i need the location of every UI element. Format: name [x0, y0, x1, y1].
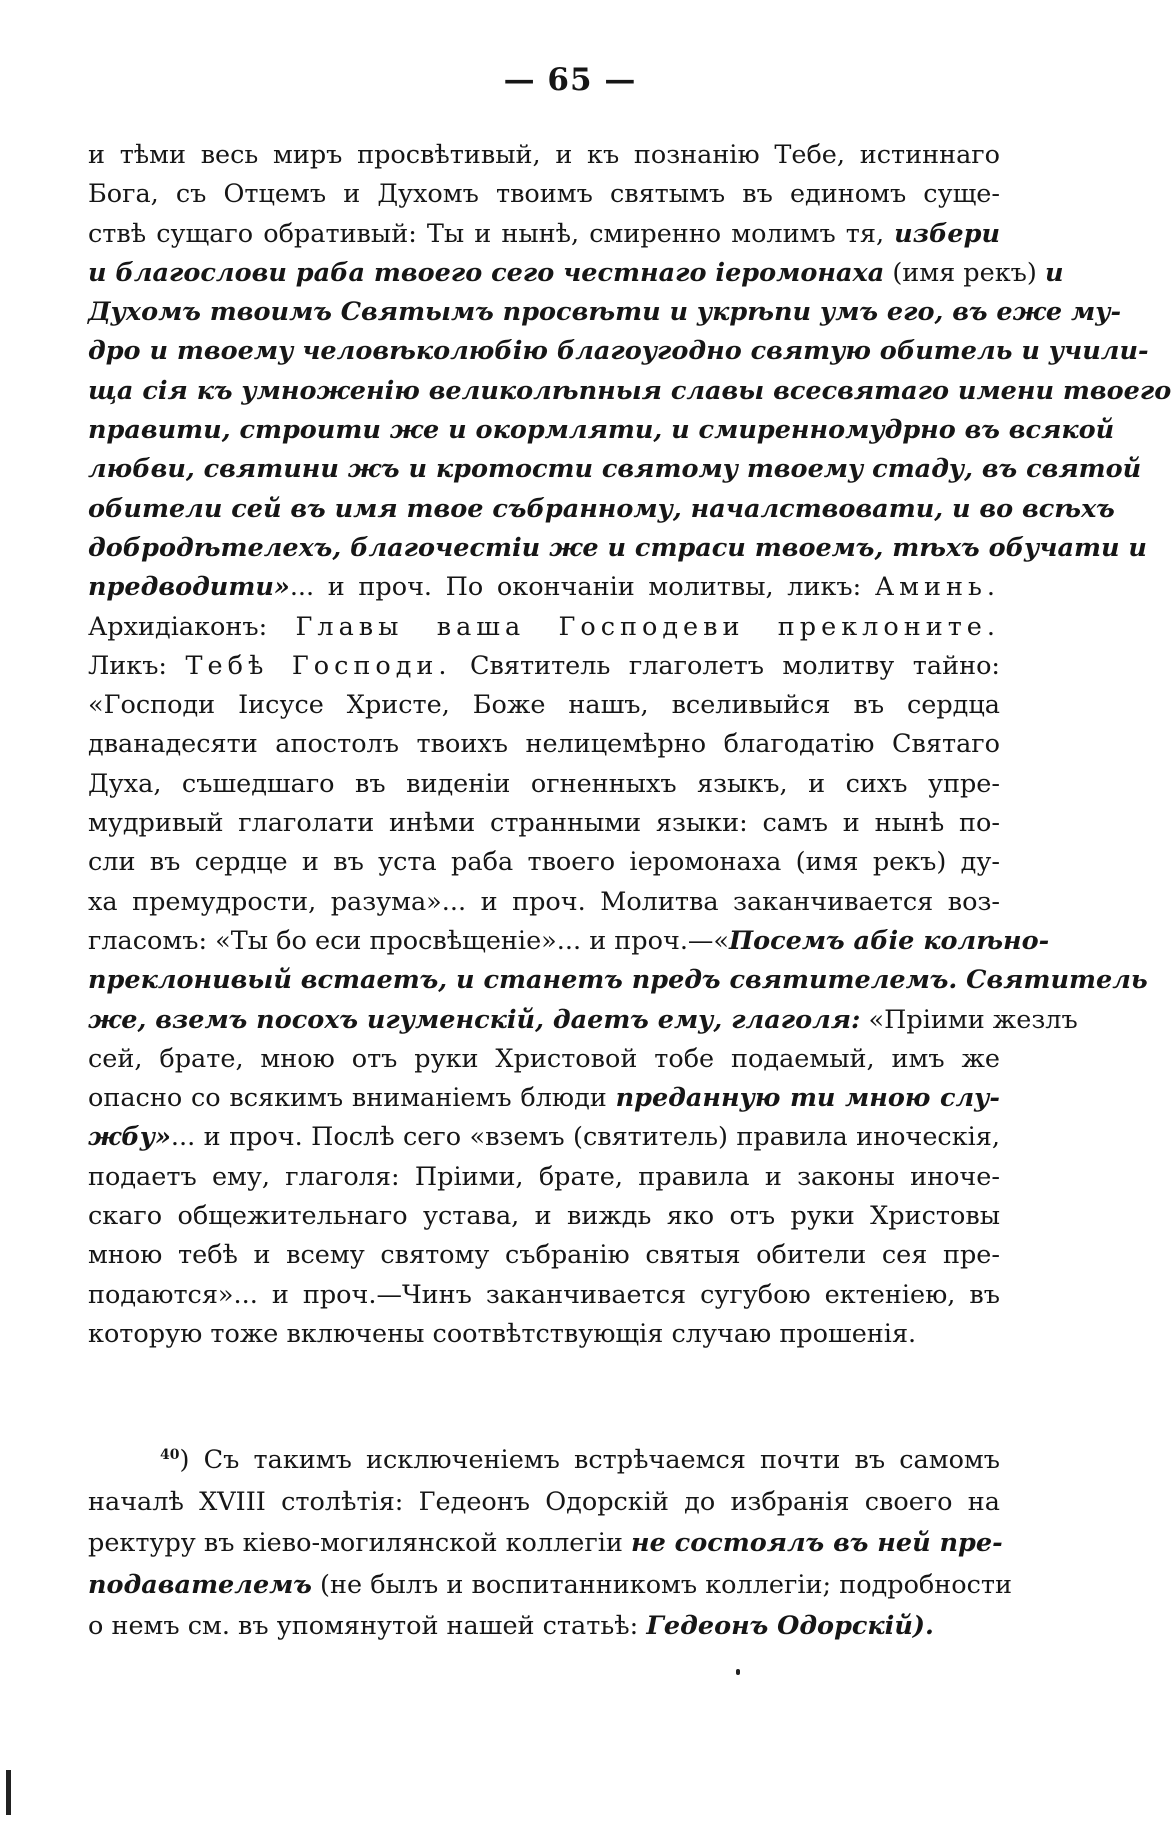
text-run: ... и проч. По окончаніи молитвы, ликъ:	[289, 572, 875, 603]
italic-run: и благослови раба твоего сего честнаго іеромонаха	[88, 257, 885, 288]
text-run: опасно со всякимъ вниманіемъ блюди	[88, 1083, 616, 1114]
body-line	[88, 961, 1148, 1000]
body-line	[88, 136, 1000, 175]
footnote-line	[88, 1523, 1003, 1565]
body-line	[88, 372, 1171, 411]
body-line	[88, 411, 1115, 450]
footnote-marker: 40	[160, 1447, 180, 1463]
body-line	[88, 1197, 1000, 1236]
text-run: мудривый глаголати инѣми странными языки: самъ и нынѣ по-	[88, 808, 1000, 839]
text-run: началѣ XVIII столѣтія: Гедеонъ Одорскій до избранія своего на	[88, 1486, 1000, 1517]
text-run: ствѣ сущаго обративый: Ты и нынѣ, смиренно молимъ тя,	[88, 218, 895, 249]
spaced-run: Тебѣ Господи.	[185, 650, 452, 681]
body-line	[88, 725, 1000, 764]
italic-run: предводити»	[88, 572, 290, 603]
body-line	[88, 568, 1000, 607]
body-line	[88, 1236, 1000, 1275]
body-line	[88, 529, 1147, 568]
italic-run: подавателемъ	[88, 1569, 312, 1600]
text-run: ... и проч. Послѣ сего «вземъ (святитель) правила иноческія,	[170, 1122, 1000, 1153]
footnote	[88, 1440, 1013, 1648]
italic-run: любви, святини жъ и кротости святому твоему стаду, въ святой	[88, 454, 1142, 485]
text-run: гласомъ: «Ты бо еси просвѣщеніе»... и проч.—«	[88, 925, 730, 956]
page-edge-mark	[6, 1770, 11, 1815]
text-run: сей, брате, мною отъ руки Христовой тобе подаемый, имъ же	[88, 1043, 1000, 1074]
text-run: «Пріими жезлъ	[860, 1004, 1078, 1035]
body-line	[88, 450, 1142, 489]
text-run: подаются»... и проч.—Чинъ заканчивается сугубою ектеніею, въ	[88, 1279, 1000, 1310]
italic-run: правити, строити же и окормляти, и смиренномудрно въ всякой	[88, 415, 1115, 446]
body-line	[88, 647, 1000, 686]
body-line	[88, 883, 1000, 922]
text-run: (не былъ и воспитанникомъ коллегіи; подробности	[311, 1569, 1013, 1600]
italic-run: Духомъ твоимъ Святымъ просвѣти и укрѣпи умъ его, въ еже му-	[88, 297, 1122, 328]
spaced-run: Аминь.	[874, 572, 1000, 603]
page-number: — 65 —	[503, 62, 637, 98]
italic-run: Посемъ абіе колѣно-	[729, 925, 1050, 956]
body-line	[88, 1276, 1000, 1315]
footnote-line	[88, 1606, 1000, 1648]
body-line	[88, 1079, 1000, 1118]
body-line	[88, 175, 1000, 214]
body-line	[88, 293, 1122, 332]
text-run: ) Съ такимъ исключеніемъ встрѣчаемся почти въ самомъ	[179, 1445, 1000, 1475]
body-text	[88, 136, 1171, 1354]
italic-run: преклонивый встаетъ, и станетъ предъ святителемъ. Святитель	[88, 965, 1148, 996]
body-line	[88, 843, 1000, 882]
text-run: ха премудрости, разума»... и проч. Молитва заканчивается воз-	[88, 886, 1000, 917]
text-run: Святитель глаголетъ молитву тайно:	[451, 650, 1001, 681]
text-run: Архидіаконъ:	[88, 611, 296, 642]
text-run: Духа, съшедшаго въ виденіи огненныхъ языкъ, и сихъ упре-	[88, 768, 1000, 799]
italic-run: жбу»	[88, 1122, 171, 1153]
text-run: Бога, съ Отцемъ и Духомъ твоимъ святымъ въ единомъ суще-	[88, 179, 1000, 210]
body-line	[88, 686, 1000, 725]
body-line	[88, 1158, 1000, 1197]
body-line	[88, 332, 1149, 371]
italic-run: преданную ти мною слу-	[615, 1083, 1000, 1114]
text-run: (имя рекъ)	[884, 257, 1045, 288]
italic-run: же, вземъ посохъ игуменскій, даетъ ему, глаголя:	[88, 1004, 861, 1035]
body-line	[88, 804, 1000, 843]
footnote-line	[88, 1482, 1000, 1524]
italic-run: ща сія къ умноженію великолѣпныя славы всесвятаго имени твоего	[88, 375, 1171, 406]
body-line	[88, 1315, 1000, 1354]
text-run: мною тебѣ и всему святому събранію святыя обители сея пре-	[88, 1240, 1000, 1271]
footnote-line	[88, 1565, 1013, 1607]
italic-run: не состоялъ въ ней пре-	[630, 1528, 1003, 1558]
text-run: скаго общежительнаго устава, и виждь яко отъ руки Христовы	[88, 1201, 1000, 1232]
text-run: Ликъ:	[88, 650, 186, 681]
text-run: и тѣми весь миръ просвѣтивый, и къ познанію Тебе, истиннаго	[88, 140, 1000, 170]
italic-run: добродѣтелехъ, благочестіи же и страси твоемъ, тѣхъ обучати и	[88, 532, 1147, 563]
ink-speck	[736, 1669, 740, 1675]
italic-run: Гедеонъ Одорскій).	[646, 1611, 934, 1641]
spaced-run: Главы ваша Господеви преклоните.	[295, 611, 1000, 642]
italic-run: дро и твоему человѣколюбію благоугодно святую обитель и учили-	[88, 336, 1149, 367]
body-line	[88, 1118, 1000, 1157]
text-run: подаетъ ему, глаголя: Пріими, брате, правила и законы иноче-	[88, 1161, 1000, 1192]
body-line	[88, 608, 1000, 647]
body-line	[88, 922, 1050, 961]
body-line	[88, 1040, 1000, 1079]
text-run: дванадесяти апостолъ твоихъ нелицемѣрно благодатію Святаго	[88, 729, 1000, 760]
body-line	[88, 215, 1000, 254]
italic-run: избери	[894, 218, 1000, 249]
body-line	[88, 1001, 1078, 1040]
body-line	[88, 490, 1115, 529]
text-run: ректуру въ кіево-могилянской коллегіи	[88, 1528, 631, 1558]
text-run: сли въ сердце и въ уста раба твоего іеромонаха (имя рекъ) ду-	[88, 847, 1000, 878]
body-line	[88, 254, 1064, 293]
text-run: которую тоже включены соотвѣтствующія случаю прошенія.	[88, 1318, 917, 1349]
text-run: о немъ см. въ упомянутой нашей статьѣ:	[88, 1611, 647, 1641]
text-run: «Господи Іисусе Христе, Боже нашъ, вселивыйся въ сердца	[88, 690, 1000, 721]
italic-run: и	[1044, 257, 1064, 288]
italic-run: обители сей въ имя твое събранному, началствовати, и во всѣхъ	[88, 493, 1115, 524]
body-line	[88, 765, 1000, 804]
footnote-line	[88, 1440, 1000, 1482]
